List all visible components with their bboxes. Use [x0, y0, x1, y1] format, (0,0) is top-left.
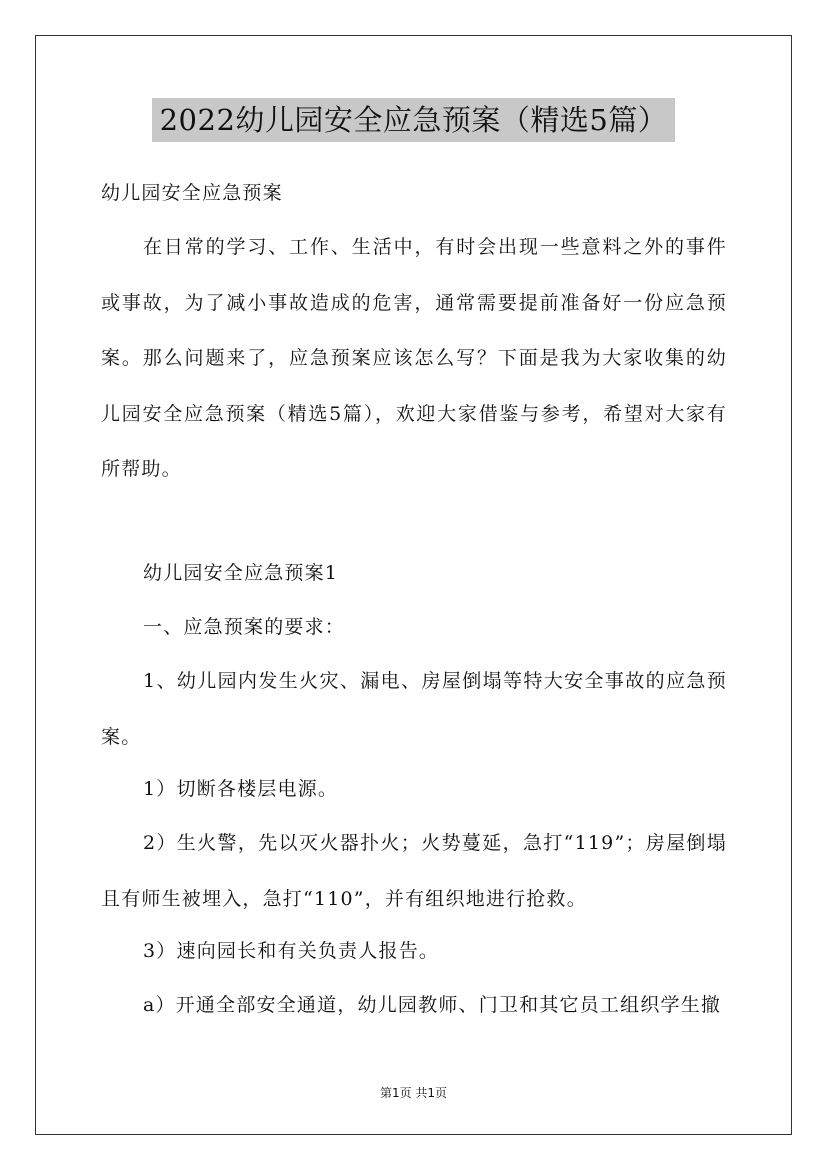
step-a: a）开通全部安全通道，幼儿园教师、门卫和其它员工组织学生撤 [143, 994, 722, 1016]
intro-paragraph: 在日常的学习、工作、生活中，有时会出现一些意料之外的事件或事故，为了减小事故造成的危害，通常需要提前准备好一份应急预案。那么问题来了，应急预案应该怎么写？下面是我为大家收集的幼儿园安全应急预案（精选5篇），欢迎大家借鉴与参考，希望对大家有所帮助。 [101, 236, 727, 480]
document-subtitle: 幼儿园安全应急预案 [101, 182, 283, 204]
title-container [0, 98, 827, 142]
list-item-1: 1、幼儿园内发生火灾、漏电、房屋倒塌等特大安全事故的应急预案。 [101, 670, 727, 748]
section-title: 幼儿园安全应急预案1 [143, 562, 339, 584]
step-1: 1）切断各楼层电源。 [143, 778, 339, 800]
step-3: 3）速向园长和有关负责人报告。 [143, 940, 440, 962]
document-title: 2022幼儿园安全应急预案（精选5篇） [152, 98, 676, 142]
page-footer: 第1页 共1页 [379, 1086, 448, 1100]
step-2: 2）生火警，先以灭火器扑火；火势蔓延，急打“119”；房屋倒塌且有师生被埋入，急打“110”，并有组织地进行抢救。 [101, 832, 727, 910]
heading-requirements: 一、应急预案的要求： [143, 616, 346, 638]
